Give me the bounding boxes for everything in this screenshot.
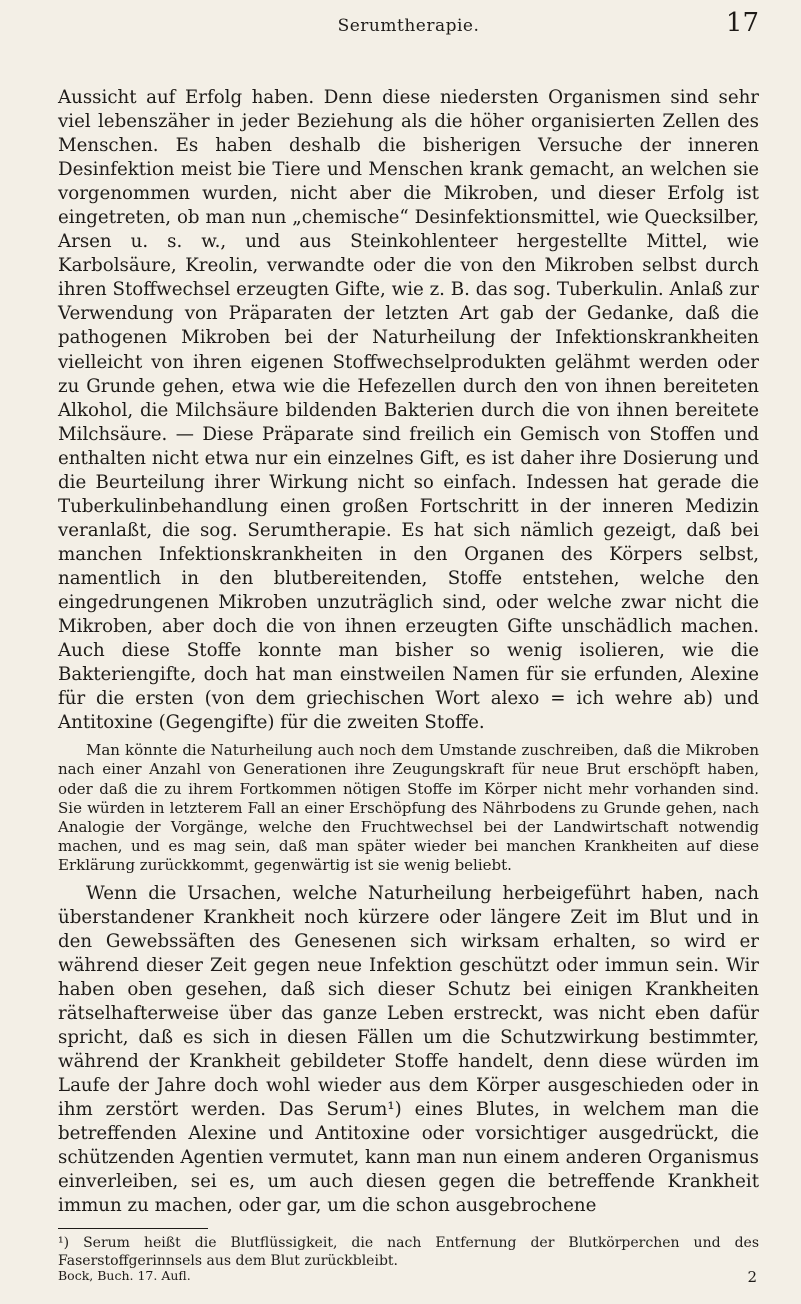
source-line: Bock, Buch. 17. Aufl. <box>58 1268 191 1283</box>
main-text <box>58 86 759 1270</box>
small-print-note: Man könnte die Naturheilung auch noch dem Umstande zuschreiben, daß die Mikroben nach einer Anzahl von Generationen ihre Zeugungskraft für neue Brut erschöpft haben, oder daß die zu ihrem Fortkommen nötigen Stoffe im Körper nicht mehr vorhanden sind. Sie würden in letzterem Fall an einer Erschöpfung des Nährbodens zu Grunde gehen, nach Analogie der Vorgänge, welche den Fruchtwechsel bei der Landwirtschaft notwendig machen, und es mag sein, daß man später wieder bei manchen Krankheiten auf diese Erklärung zurückkommt, gegenwärtig ist sie wenig beliebt. <box>58 741 759 875</box>
footnote: ¹) Serum heißt die Blutflüssigkeit, die nach Entfernung der Blutkörperchen und des Faserstoffgerinnsels aus dem Blut zurückbleibt. <box>58 1235 759 1269</box>
footnote-divider <box>58 1228 208 1229</box>
body-paragraph-1: Aussicht auf Erfolg haben. Denn diese niedersten Organismen sind sehr viel lebenszäher in jeder Beziehung als die höher organisierten Zellen des Menschen. Es haben deshalb die bisherigen Versuche der inneren Desinfektion meist bie Tiere und Menschen krank gemacht, an welchen sie vorgenommen wurden, nicht aber die Mikroben, und dieser Erfolg ist eingetreten, ob man nun „chemische“ Desinfektionsmittel, wie Quecksilber, Arsen u. s. w., und aus Steinkohlenteer hergestellte Mittel, wie Karbolsäure, Kreolin, verwandte oder die von den Mikroben selbst durch ihren Stoffwechsel erzeugten Gifte, wie z. B. das sog. Tuberkulin. Anlaß zur Verwendung von Präparaten der letzten Art gab der Gedanke, daß die pathogenen Mikroben bei der Naturheilung der Infektionskrankheiten vielleicht von ihren eigenen Stoffwechselprodukten gelähmt werden oder zu Grunde gehen, etwa wie die Hefezellen durch den von ihnen bereiteten Alkohol, die Milchsäure bildenden Bakterien durch die von ihnen bereitete Milchsäure. — Diese Präparate sind freilich ein Gemisch von Stoffen und enthalten nicht etwa nur ein einzelnes Gift, es ist daher ihre Dosierung und die Beurteilung ihrer Wirkung nicht so einfach. Indessen hat gerade die Tuberkulinbehandlung einen großen Fortschritt in der inneren Medizin veranlaßt, die sog. Serumtherapie. Es hat sich nämlich gezeigt, daß bei manchen Infektionskrankheiten in den Organen des Körpers selbst, namentlich in den blutbereitenden, Stoffe entstehen, welche den eingedrungenen Mikroben unzuträglich sind, oder welche zwar nicht die Mikroben, aber doch die von ihnen erzeugten Gifte unschädlich machen. Auch diese Stoffe konnte man bisher so wenig isolieren, wie die Bakteriengifte, doch hat man einstweilen Namen für sie erfunden, Alexine für die ersten (von dem griechischen Wort alexo = ich wehre ab) und Antitoxine (Gegengifte) für die zweiten Stoffe. <box>58 87 759 734</box>
page-header <box>58 6 759 46</box>
body-paragraph-2: Wenn die Ursachen, welche Naturheilung herbeigeführt haben, nach überstandener Krankheit noch kürzere oder längere Zeit im Blut und in den Gewebssäften des Genesenen sich wirksam erhalten, so wird er während dieser Zeit gegen neue Infektion geschützt oder immun sein. Wir haben oben gesehen, daß sich dieser Schutz bei einigen Krankheiten rätselhafterweise über das ganze Leben erstreckt, was nicht eben dafür spricht, daß es sich in diesen Fällen um die Schutzwirkung bestimmter, während der Krankheit gebildeter Stoffe handelt, denn diese würden im Laufe der Jahre doch wohl wieder aus dem Körper ausgeschieden oder in ihm zerstört werden. Das Serum¹) eines Blutes, in welchem man die betreffenden Alexine und Antitoxine oder vorsichtiger ausgedrückt, die schützenden Agentien vermutet, kann man nun einem anderen Organismus einverleiben, sei es, um auch diesen gegen die betreffende Krankheit immun zu machen, oder gar, um die schon ausgebrochene <box>58 882 759 1217</box>
page-number: 17 <box>725 8 759 38</box>
running-title: Serumtherapie. <box>337 16 480 36</box>
signature-mark: 2 <box>747 1268 757 1286</box>
